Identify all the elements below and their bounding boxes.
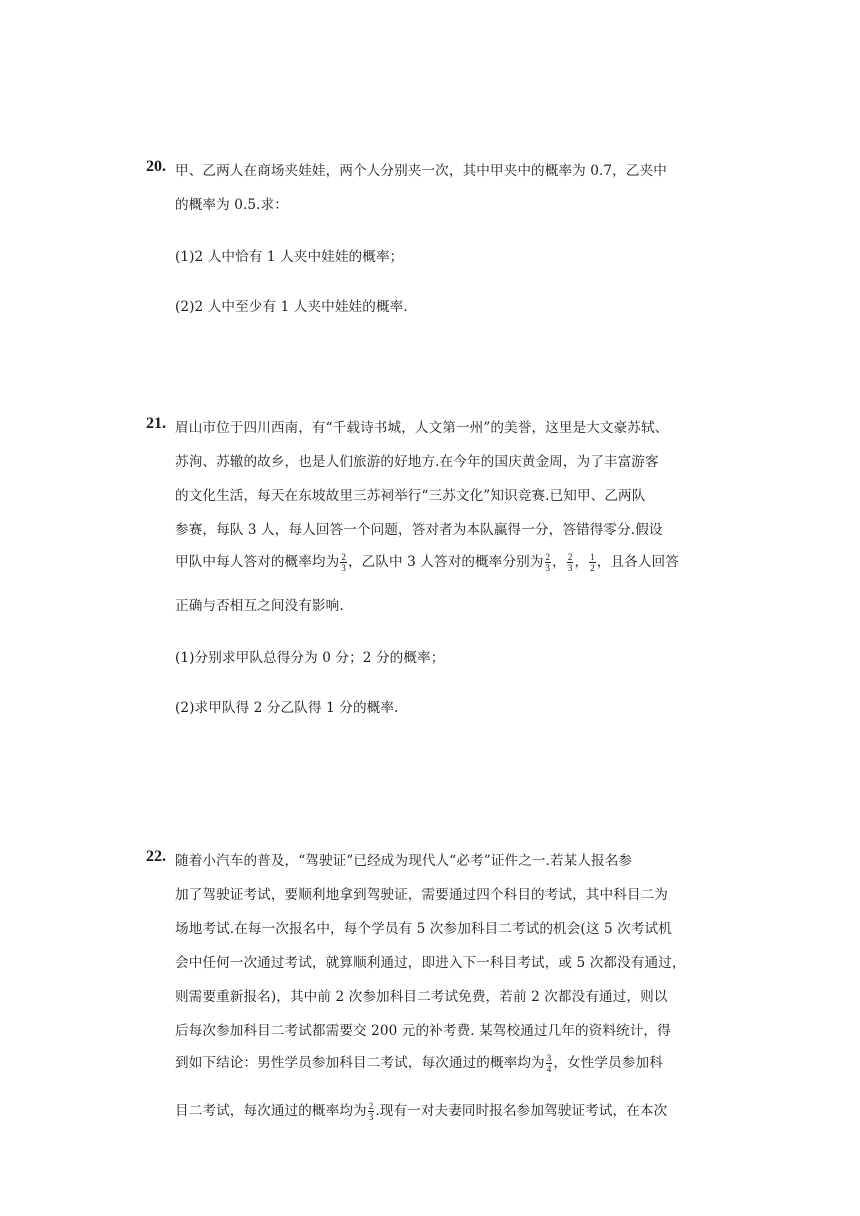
text-line: 正确与否相互之间没有影响. bbox=[175, 598, 344, 614]
text-line-with-fraction bbox=[175, 1051, 663, 1074]
text-line-with-fraction bbox=[175, 1099, 667, 1122]
text-line-with-fractions bbox=[175, 550, 679, 573]
text-line: 会中任何一次通过考试，就算顺利通过，即进入下一科目考试，或 5 次都没有通过， bbox=[175, 955, 686, 971]
fraction bbox=[546, 1053, 553, 1074]
text-segment: 到如下结论：男性学员参加科目二考试，每次通过的概率均为 bbox=[175, 1055, 545, 1071]
denominator: 3 bbox=[341, 563, 346, 573]
denominator: 2 bbox=[590, 563, 595, 573]
text-line: 甲、乙两人在商场夹娃娃，两个人分别夹一次，其中甲夹中的概率为 0.7，乙夹中 bbox=[175, 163, 667, 179]
numerator: 2 bbox=[341, 552, 346, 562]
numerator: 3 bbox=[546, 1053, 552, 1063]
fraction bbox=[567, 552, 574, 573]
text-segment: 甲队中每人答对的概率均为 bbox=[175, 554, 340, 570]
fraction bbox=[589, 552, 596, 573]
text-line: 的文化生活，每天在东坡故里三苏祠举行“三苏文化”知识竞赛.已知甲、乙两队 bbox=[175, 488, 646, 504]
numerator: 1 bbox=[590, 552, 595, 562]
subquestion-1: (1)分别求甲队总得分为 0 分；2 分的概率； bbox=[175, 650, 445, 666]
text-line: 场地考试.在每一次报名中，每个学员有 5 次参加科目二考试的机会(这 5 次考试机 bbox=[175, 921, 672, 937]
numerator: 2 bbox=[567, 552, 573, 562]
subquestion-2: (2)2 人中至少有 1 人夹中娃娃的概率. bbox=[175, 299, 408, 315]
text-segment: ， bbox=[574, 554, 589, 570]
text-line: 随着小汽车的普及，“驾驶证”已经成为现代人“必考”证件之一.若某人报名参 bbox=[175, 853, 633, 869]
denominator: 3 bbox=[545, 563, 551, 573]
text-segment: 目二考试，每次通过的概率均为 bbox=[175, 1103, 367, 1119]
numerator: 2 bbox=[368, 1101, 374, 1111]
question-number: 20. bbox=[146, 158, 166, 175]
text-segment: ，女性学员参加科 bbox=[553, 1055, 663, 1071]
denominator: 3 bbox=[368, 1112, 374, 1122]
subquestion-2: (2)求甲队得 2 分乙队得 1 分的概率. bbox=[175, 700, 399, 716]
fraction bbox=[368, 1101, 375, 1122]
text-segment: ，乙队中 3 人答对的概率分别为 bbox=[347, 554, 544, 570]
fraction bbox=[545, 552, 552, 573]
text-line: 的概率为 0.5.求： bbox=[175, 197, 288, 213]
text-segment: ， bbox=[552, 554, 566, 570]
text-line: 苏洵、苏辙的故乡，也是人们旅游的好地方.在今年的国庆黄金周，为了丰富游客 bbox=[175, 454, 659, 470]
question-number: 21. bbox=[146, 415, 166, 432]
fraction bbox=[340, 552, 347, 573]
text-line: 参赛，每队 3 人，每人回答一个问题，答对者为本队赢得一分，答错得零分.假设 bbox=[175, 522, 663, 538]
question-number: 22. bbox=[146, 848, 166, 865]
denominator: 3 bbox=[567, 563, 573, 573]
text-segment: ，且各人回答 bbox=[596, 554, 679, 570]
text-line: 加了驾驶证考试，要顺利地拿到驾驶证，需要通过四个科目的考试，其中科目二为 bbox=[175, 887, 668, 903]
text-line: 眉山市位于四川西南，有“千载诗书城，人文第一州”的美誉，这里是大文豪苏轼、 bbox=[175, 420, 669, 436]
text-segment: .现有一对夫妻同时报名参加驾驶证考试，在本次 bbox=[375, 1103, 668, 1119]
denominator: 4 bbox=[546, 1064, 552, 1074]
text-line: 则需要重新报名)，其中前 2 次参加科目二考试免费，若前 2 次都没有通过，则以 bbox=[175, 989, 668, 1005]
text-line: 后每次参加科目二考试都需要交 200 元的补考费. 某驾校通过几年的资料统计，得 bbox=[175, 1023, 671, 1039]
numerator: 2 bbox=[545, 552, 551, 562]
subquestion-1: (1)2 人中恰有 1 人夹中娃娃的概率； bbox=[175, 249, 404, 265]
